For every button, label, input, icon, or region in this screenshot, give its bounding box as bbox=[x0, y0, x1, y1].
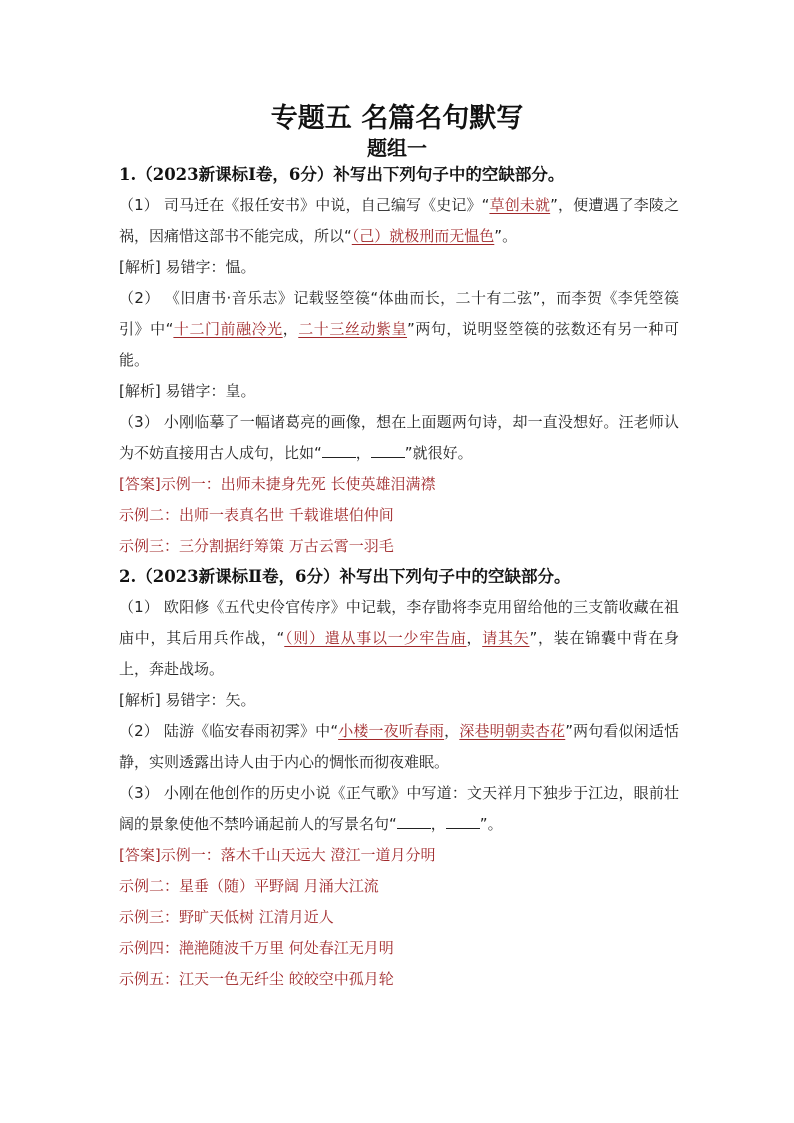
q2-item-1-answer-1: （则）遣从事以一少牢告庙 bbox=[284, 629, 467, 647]
q2-item-2 bbox=[119, 716, 679, 778]
q2-item-1-text-c: ”，装在锦囊中背在身上，奔赴战场。 bbox=[119, 629, 679, 678]
q1-item-1-note: [解析] 易错字：愠。 bbox=[119, 258, 256, 276]
q1-item-2-answer-1: 十二门前融冷光 bbox=[173, 320, 283, 338]
q2-item-2-text-c: ”两句看似闲适恬静，实则透露出诗人由于内心的惆怅而彻夜难眠。 bbox=[119, 722, 679, 771]
blank-line bbox=[371, 443, 405, 458]
q2-item-2-text-a: （2） 陆游《临安春雨初霁》中“ bbox=[119, 722, 339, 740]
q2-answer-4: 示例四：滟滟随波千万里 何处春江无月明 bbox=[119, 939, 394, 957]
blank-line bbox=[397, 814, 431, 829]
q1-item-3 bbox=[119, 407, 679, 469]
page-subtitle: 题组一 bbox=[367, 136, 427, 160]
page-title: 专题五 名篇名句默写 bbox=[270, 103, 524, 134]
q1-item-3-text-c: ”就很好。 bbox=[404, 444, 473, 462]
blank-line bbox=[446, 814, 480, 829]
q2-item-3 bbox=[119, 778, 679, 840]
content bbox=[119, 160, 679, 995]
q1-item-2 bbox=[119, 283, 679, 376]
q2-item-3-text-a: （3） 小刚在他创作的历史小说《正气歌》中写道：文天祥月下独步于江边，眼前壮阔的景象使他不禁吟诵起前人的写景名句“ bbox=[119, 784, 679, 833]
q2-item-2-text-b: ， bbox=[444, 722, 460, 740]
q1-item-2-text-c: ”两句，说明竖箜篌的弦数还有另一种可能。 bbox=[119, 320, 679, 369]
q1-answer-2: 示例二：出师一表真名世 千载谁堪伯仲间 bbox=[119, 506, 394, 524]
q2-item-2-answer-1: 小楼一夜听春雨 bbox=[338, 722, 445, 740]
q1-item-1-text-a: （1） 司马迁在《报任安书》中说，自己编写《史记》“ bbox=[119, 196, 490, 214]
q2-item-3-text-c: ”。 bbox=[479, 815, 503, 833]
q2-answer-5: 示例五：江天一色无纤尘 皎皎空中孤月轮 bbox=[119, 970, 394, 988]
q2-answer-3: 示例三：野旷天低树 江清月近人 bbox=[119, 908, 334, 926]
question-1-header: 1.（2023新课标Ⅰ卷，6分）补写出下列句子中的空缺部分。 bbox=[119, 165, 565, 184]
q1-item-1-answer-2: （己）就极刑而无愠色 bbox=[351, 227, 495, 245]
q1-item-2-text-a: （2） 《旧唐书·音乐志》记载竖箜篌“体曲而长，二十有二弦”，而李贺《李凭箜篌引》中“ bbox=[119, 289, 679, 338]
q1-item-2-answer-2: 二十三丝动紫皇 bbox=[298, 320, 408, 338]
q1-answer-3: 示例三：三分割据纡筹策 万古云霄一羽毛 bbox=[119, 537, 394, 555]
q1-item-3-text-a: （3） 小刚临摹了一幅诸葛亮的画像，想在上面题两句诗，却一直没想好。汪老师认为不妨直接用古人成句，比如“ bbox=[119, 413, 679, 462]
question-2-header: 2.（2023新课标Ⅱ卷，6分）补写出下列句子中的空缺部分。 bbox=[119, 567, 571, 586]
q2-item-1-text-b: ， bbox=[466, 629, 483, 647]
q1-item-2-text-b: ， bbox=[282, 320, 299, 338]
q2-item-3-text-b: ， bbox=[430, 815, 446, 833]
q1-answer-1: [答案]示例一：出师未捷身先死 长使英雄泪满襟 bbox=[119, 475, 436, 493]
q2-answer-2: 示例二：星垂（随）平野阔 月涌大江流 bbox=[119, 877, 379, 895]
blank-line bbox=[322, 443, 356, 458]
q1-item-2-note: [解析] 易错字：皇。 bbox=[119, 382, 256, 400]
q2-item-2-answer-2: 深巷明朝卖杏花 bbox=[459, 722, 566, 740]
q2-item-1-answer-2: 请其矢 bbox=[482, 629, 530, 647]
q1-item-1-text-c: ”。 bbox=[494, 227, 518, 245]
q1-item-1 bbox=[119, 190, 679, 252]
q1-item-3-text-b: ， bbox=[355, 444, 371, 462]
q2-item-1 bbox=[119, 592, 679, 685]
q2-item-1-text-a: （1） 欧阳修《五代史伶官传序》中记载，李存勖将李克用留给他的三支箭收藏在祖庙中，其后用兵作战，“ bbox=[119, 598, 679, 647]
q2-item-1-note: [解析] 易错字：矢。 bbox=[119, 691, 256, 709]
q2-answer-1: [答案]示例一：落木千山天远大 澄江一道月分明 bbox=[119, 846, 436, 864]
q1-item-1-text-b: ”，便遭遇了李陵之祸，因痛惜这部书不能完成，所以“ bbox=[119, 196, 679, 245]
q1-item-1-answer-1: 草创未就 bbox=[489, 196, 551, 214]
